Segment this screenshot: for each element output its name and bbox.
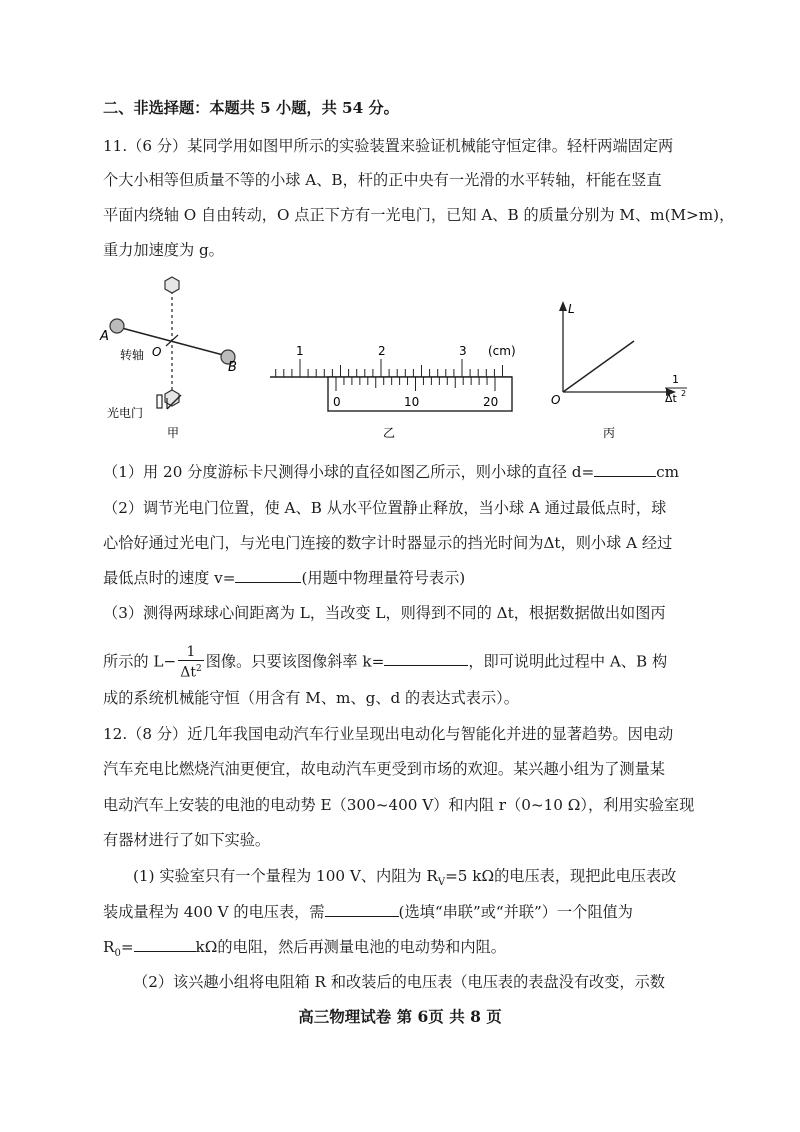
q11-part1 <box>103 462 679 482</box>
page-footer: 高三物理试卷 第 6页 共 8 页 <box>298 1007 502 1026</box>
answer-blank-connection[interactable] <box>325 902 399 917</box>
q12-line-3: 电动汽车上安装的电池的电动势 E（300~400 V）和内阻 r（0~10 Ω），利用实验室现 <box>103 796 695 814</box>
x-axis-label-exp: 2 <box>681 389 687 398</box>
caption-jia: 甲 <box>167 426 180 440</box>
fraction-denominator: Δt <box>180 664 196 681</box>
main-tick-3: 3 <box>459 344 467 358</box>
q11-part3-line2 <box>103 644 667 681</box>
fraction-one-over-dt2 <box>178 644 203 681</box>
q11-line-4: 重力加速度为 g。 <box>103 241 224 259</box>
q11-part3-text-a: 所示的 L− <box>103 652 177 671</box>
fraction-exponent: 2 <box>195 664 202 674</box>
q11-line-2: 个大小相等但质量不等的小球 A、B，杆的正中央有一光滑的水平转轴，杆能在竖直 <box>103 171 662 189</box>
label-photogate: 光电门 <box>107 406 144 420</box>
q11-line-3: 平面内绕轴 O 自由转动，O 点正下方有一光电门，已知 A、B 的质量分别为 M、m(M>m)， <box>103 206 735 224</box>
q12-part1-sub-0: 0 <box>114 948 121 960</box>
answer-blank-slope[interactable] <box>384 651 468 666</box>
q12-line-4: 有器材进行了如下实验。 <box>103 831 271 849</box>
q11-part1-text: （1）用 20 分度游标卡尺测得小球的直径如图乙所示，则小球的直径 d= <box>103 463 595 481</box>
q12-line-2: 汽车充电比燃烧汽油更便宜，故电动汽车更受到市场的欢迎。某兴趣小组为了测量某 <box>103 760 665 778</box>
main-scale-ticks <box>276 359 503 377</box>
origin-label: O <box>551 393 561 407</box>
photogate-icon <box>157 395 162 408</box>
q12-part1-text-a: (1) 实验室只有一个量程为 100 V、内阻为 R <box>133 867 438 885</box>
figure-bing <box>551 301 687 440</box>
answer-blank-diameter[interactable] <box>594 462 656 477</box>
x-axis-label-den: Δt <box>665 392 677 405</box>
q12-part1-line1 <box>133 866 676 893</box>
graph-line <box>563 341 634 392</box>
main-tick-2: 2 <box>378 344 386 358</box>
ball-top-position <box>165 277 179 293</box>
q11-part2-hint: (用题中物理量符号表示) <box>301 569 466 587</box>
q12-part1-line3 <box>103 937 506 964</box>
label-A: A <box>100 329 109 344</box>
label-axis: 转轴 <box>120 348 145 362</box>
unit-label: (cm) <box>488 344 516 358</box>
q11-line-1: 11.（6 分）某同学用如图甲所示的实验装置来验证机械能守恒定律。轻杆两端固定两 <box>103 137 674 155</box>
answer-blank-velocity[interactable] <box>235 568 301 583</box>
q11-part2-line1: （2）调节光电门位置，使 A、B 从水平位置静止释放，当小球 A 通过最低点时，球 <box>103 499 667 517</box>
label-B: B <box>228 360 237 375</box>
fraction-numerator: 1 <box>178 644 203 661</box>
ball-A <box>110 319 124 333</box>
q11-part2-line3 <box>103 568 465 588</box>
caption-yi: 乙 <box>383 426 396 440</box>
q11-part3-line1: （3）测得两球球心间距离为 L，当改变 L，则得到不同的 Δt，根据数据做出如图丙 <box>103 604 666 622</box>
q12-part1-text-d: (选填“串联”或“并联”）一个阻值为 <box>398 903 633 921</box>
q12-part1-eq: = <box>120 938 134 956</box>
q12-part1-text-c: 装成量程为 400 V 的电压表，需 <box>103 903 325 921</box>
q11-part1-unit: cm <box>656 463 680 481</box>
q11-part3-text-b: 图像。只要该图像斜率 k= <box>205 652 385 671</box>
y-axis-label: L <box>568 302 575 316</box>
q12-part1-line2 <box>103 902 633 922</box>
caption-bing: 丙 <box>603 426 616 440</box>
q11-part3-text-c: ，即可说明此过程中 A、B 构 <box>468 652 668 671</box>
q12-part1-text-b: =5 kΩ的电压表，现把此电压表改 <box>445 867 677 885</box>
q12-line-1: 12.（8 分）近几年我国电动汽车行业呈现出电动化与智能化并进的显著趋势。因电动 <box>103 725 674 743</box>
q11-part2-line2: 心恰好通过光电门，与光电门连接的数字计时器显示的挡光时间为Δt，则小球 A 经过 <box>103 534 673 552</box>
figure-jia <box>99 277 237 440</box>
label-O: O <box>152 345 162 359</box>
figure-yi <box>270 344 516 440</box>
vernier-tick-10: 10 <box>404 395 420 409</box>
vernier-tick-20: 20 <box>483 395 499 409</box>
vernier-tick-0: 0 <box>333 395 341 409</box>
q12-part1-r0: R <box>103 938 115 956</box>
q12-part1-text-e: kΩ的电阻，然后再测量电池的电动势和内阻。 <box>195 938 506 956</box>
q11-part2-text: 最低点时的速度 v= <box>103 569 236 587</box>
q12-part2-line1: （2）该兴趣小组将电阻箱 R 和改装后的电压表（电压表的表盘没有改变，示数 <box>133 973 665 991</box>
answer-blank-resistance[interactable] <box>134 937 196 952</box>
q12-part1-sub-v: V <box>437 877 446 889</box>
main-tick-1: 1 <box>296 344 304 358</box>
q11-part3-line3: 成的系统机械能守恒（用含有 M、m、g、d 的表达式表示）。 <box>103 689 519 707</box>
x-axis-label-num: 1 <box>672 373 679 386</box>
section-heading: 二、非选择题：本题共 5 小题，共 54 分。 <box>103 99 399 117</box>
q11-figures <box>0 270 800 440</box>
